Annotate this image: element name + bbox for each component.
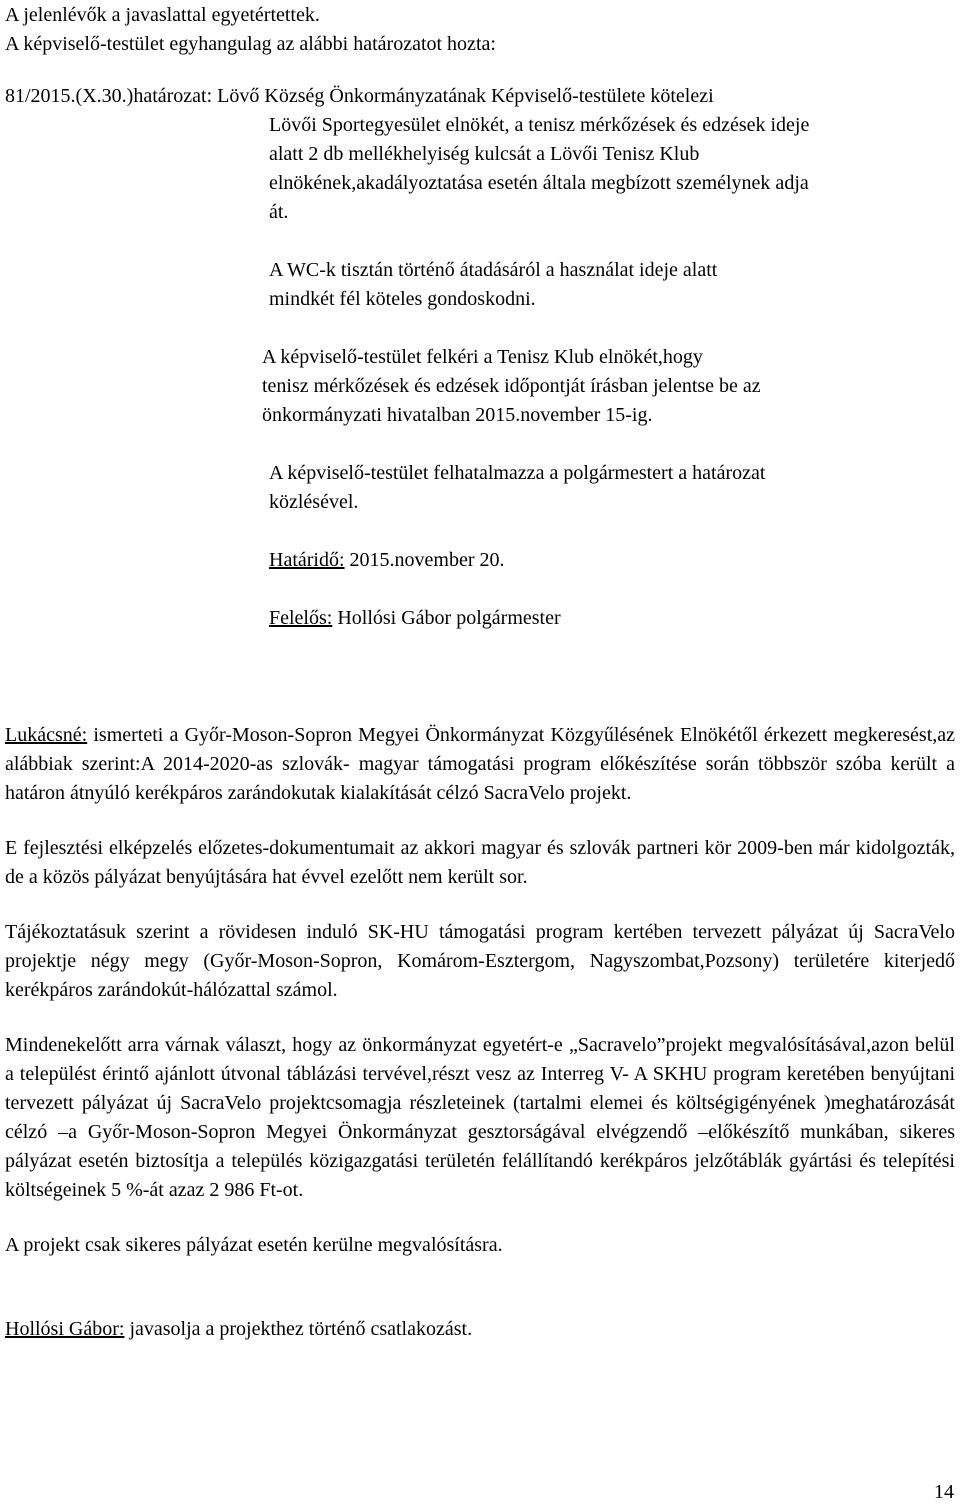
paragraph-development: E fejlesztési elképzelés előzetes-dokumentumait az akkori magyar és szlovák partneri kör 2009-ben már kidolgozták, de a közös pályázat benyújtására hat évvel ezelőtt nem került sor. [5, 837, 955, 888]
attendees-agreed-line: A jelenlévők a javaslattal egyetértettek. [5, 4, 320, 26]
authorize-line: A képviselő-testület felhatalmazza a polgármestert a határozat [269, 462, 766, 484]
resolution-first-line: Lövő Község Önkormányzatának Képviselő-testülete kötelezi [212, 85, 714, 107]
resolution-number: 81/2015.(X.30.)határozat: [5, 85, 213, 107]
resolution-line: alatt 2 db mellékhelyiség kulcsát a Lövői Tenisz Klub [269, 143, 700, 165]
resolution-header [5, 84, 714, 108]
body-text [5, 721, 955, 1344]
request-line: tenisz mérkőzések és edzések időpontját írásban jelentse be az [262, 375, 761, 397]
paragraph-information: Tájékoztatásuk szerint a rövidesen induló SK-HU támogatási program kertében tervezett pályázat új SacraVelo projektje négy megy (Győr-Moson-Sopron, Komárom-Esztergom, Nagyszombat,Pozsony) területére kiterjedő kerékpáros zarándokút-hálózattal számol. [5, 921, 955, 1001]
resolution-line: Lövői Sportegyesület elnökét, a tenisz mérkőzések és edzések ideje [269, 114, 810, 136]
paragraph-request: Mindenekelőtt arra várnak választ, hogy az önkormányzat egyetért-e „Sacravelo”projekt megvalósításával,azon belül a települést érintő ajánlott útvonal táblázási tervével,részt vesz az Interreg V- A SKHU program keretében benyújtani tervezett pályázat új SacraVelo projektcsomagja részleteinek (tartalmi elemei és költségigényének )meghatározását célzó –a Győr-Moson-Sopron Megyei Önkormányzat gesztorságával elvégzendő –előkészítő munkában, sikeres pályázat esetén biztosítja a település közigazgatási területén felállítandó kerékpáros jelzőtáblák gyártási és telepítési költségeinek 5 %-át azaz 2 986 Ft-ot. [5, 1034, 955, 1201]
resolution-line: elnökének,akadályoztatása esetén általa megbízott személynek adja [269, 172, 809, 194]
request-line: A képviselő-testület felkéri a Tenisz Klub elnökét,hogy [262, 346, 703, 368]
deadline-line [269, 548, 505, 572]
paragraph-project-condition: A projekt csak sikeres pályázat esetén kerülne megvalósításra. [5, 1234, 503, 1256]
speaker-lukacsne: Lukácsné: [5, 724, 88, 746]
responsible-line [269, 606, 561, 630]
wc-line: mindkét fél köteles gondoskodni. [269, 288, 536, 310]
resolution-line: át. [269, 201, 289, 223]
deadline-value: 2015.november 20. [344, 549, 505, 571]
paragraph-text: javasolja a projekthez történő csatlakozást. [124, 1318, 473, 1340]
council-decision-line: A képviselő-testület egyhangulag az alábbi határozatot hozta: [5, 33, 496, 55]
speaker-hollosi: Hollósi Gábor: [5, 1318, 125, 1340]
wc-line: A WC-k tisztán történő átadásáról a használat ideje alatt [269, 259, 718, 281]
responsible-label: Felelős: [269, 607, 333, 629]
authorize-line: közlésével. [269, 491, 359, 513]
paragraph-hollosi [5, 1315, 955, 1344]
paragraph-lukacsne [5, 721, 955, 808]
deadline-label: Határidő: [269, 549, 345, 571]
responsible-value: Hollósi Gábor polgármester [332, 607, 561, 629]
page-number: 14 [934, 1481, 954, 1503]
request-line: önkormányzati hivatalban 2015.november 15-ig. [262, 404, 653, 426]
paragraph-text: ismerteti a Győr-Moson-Sopron Megyei Önkormányzat Közgyűlésének Elnökétől érkezett megkeresést,az alábbiak szerint:A 2014-2020-as szlovák- magyar támogatási program előkészítése során többször szóba került a határon átnyúló kerékpáros zarándokutak kialakítását célzó SacraVelo projekt. [5, 724, 955, 804]
